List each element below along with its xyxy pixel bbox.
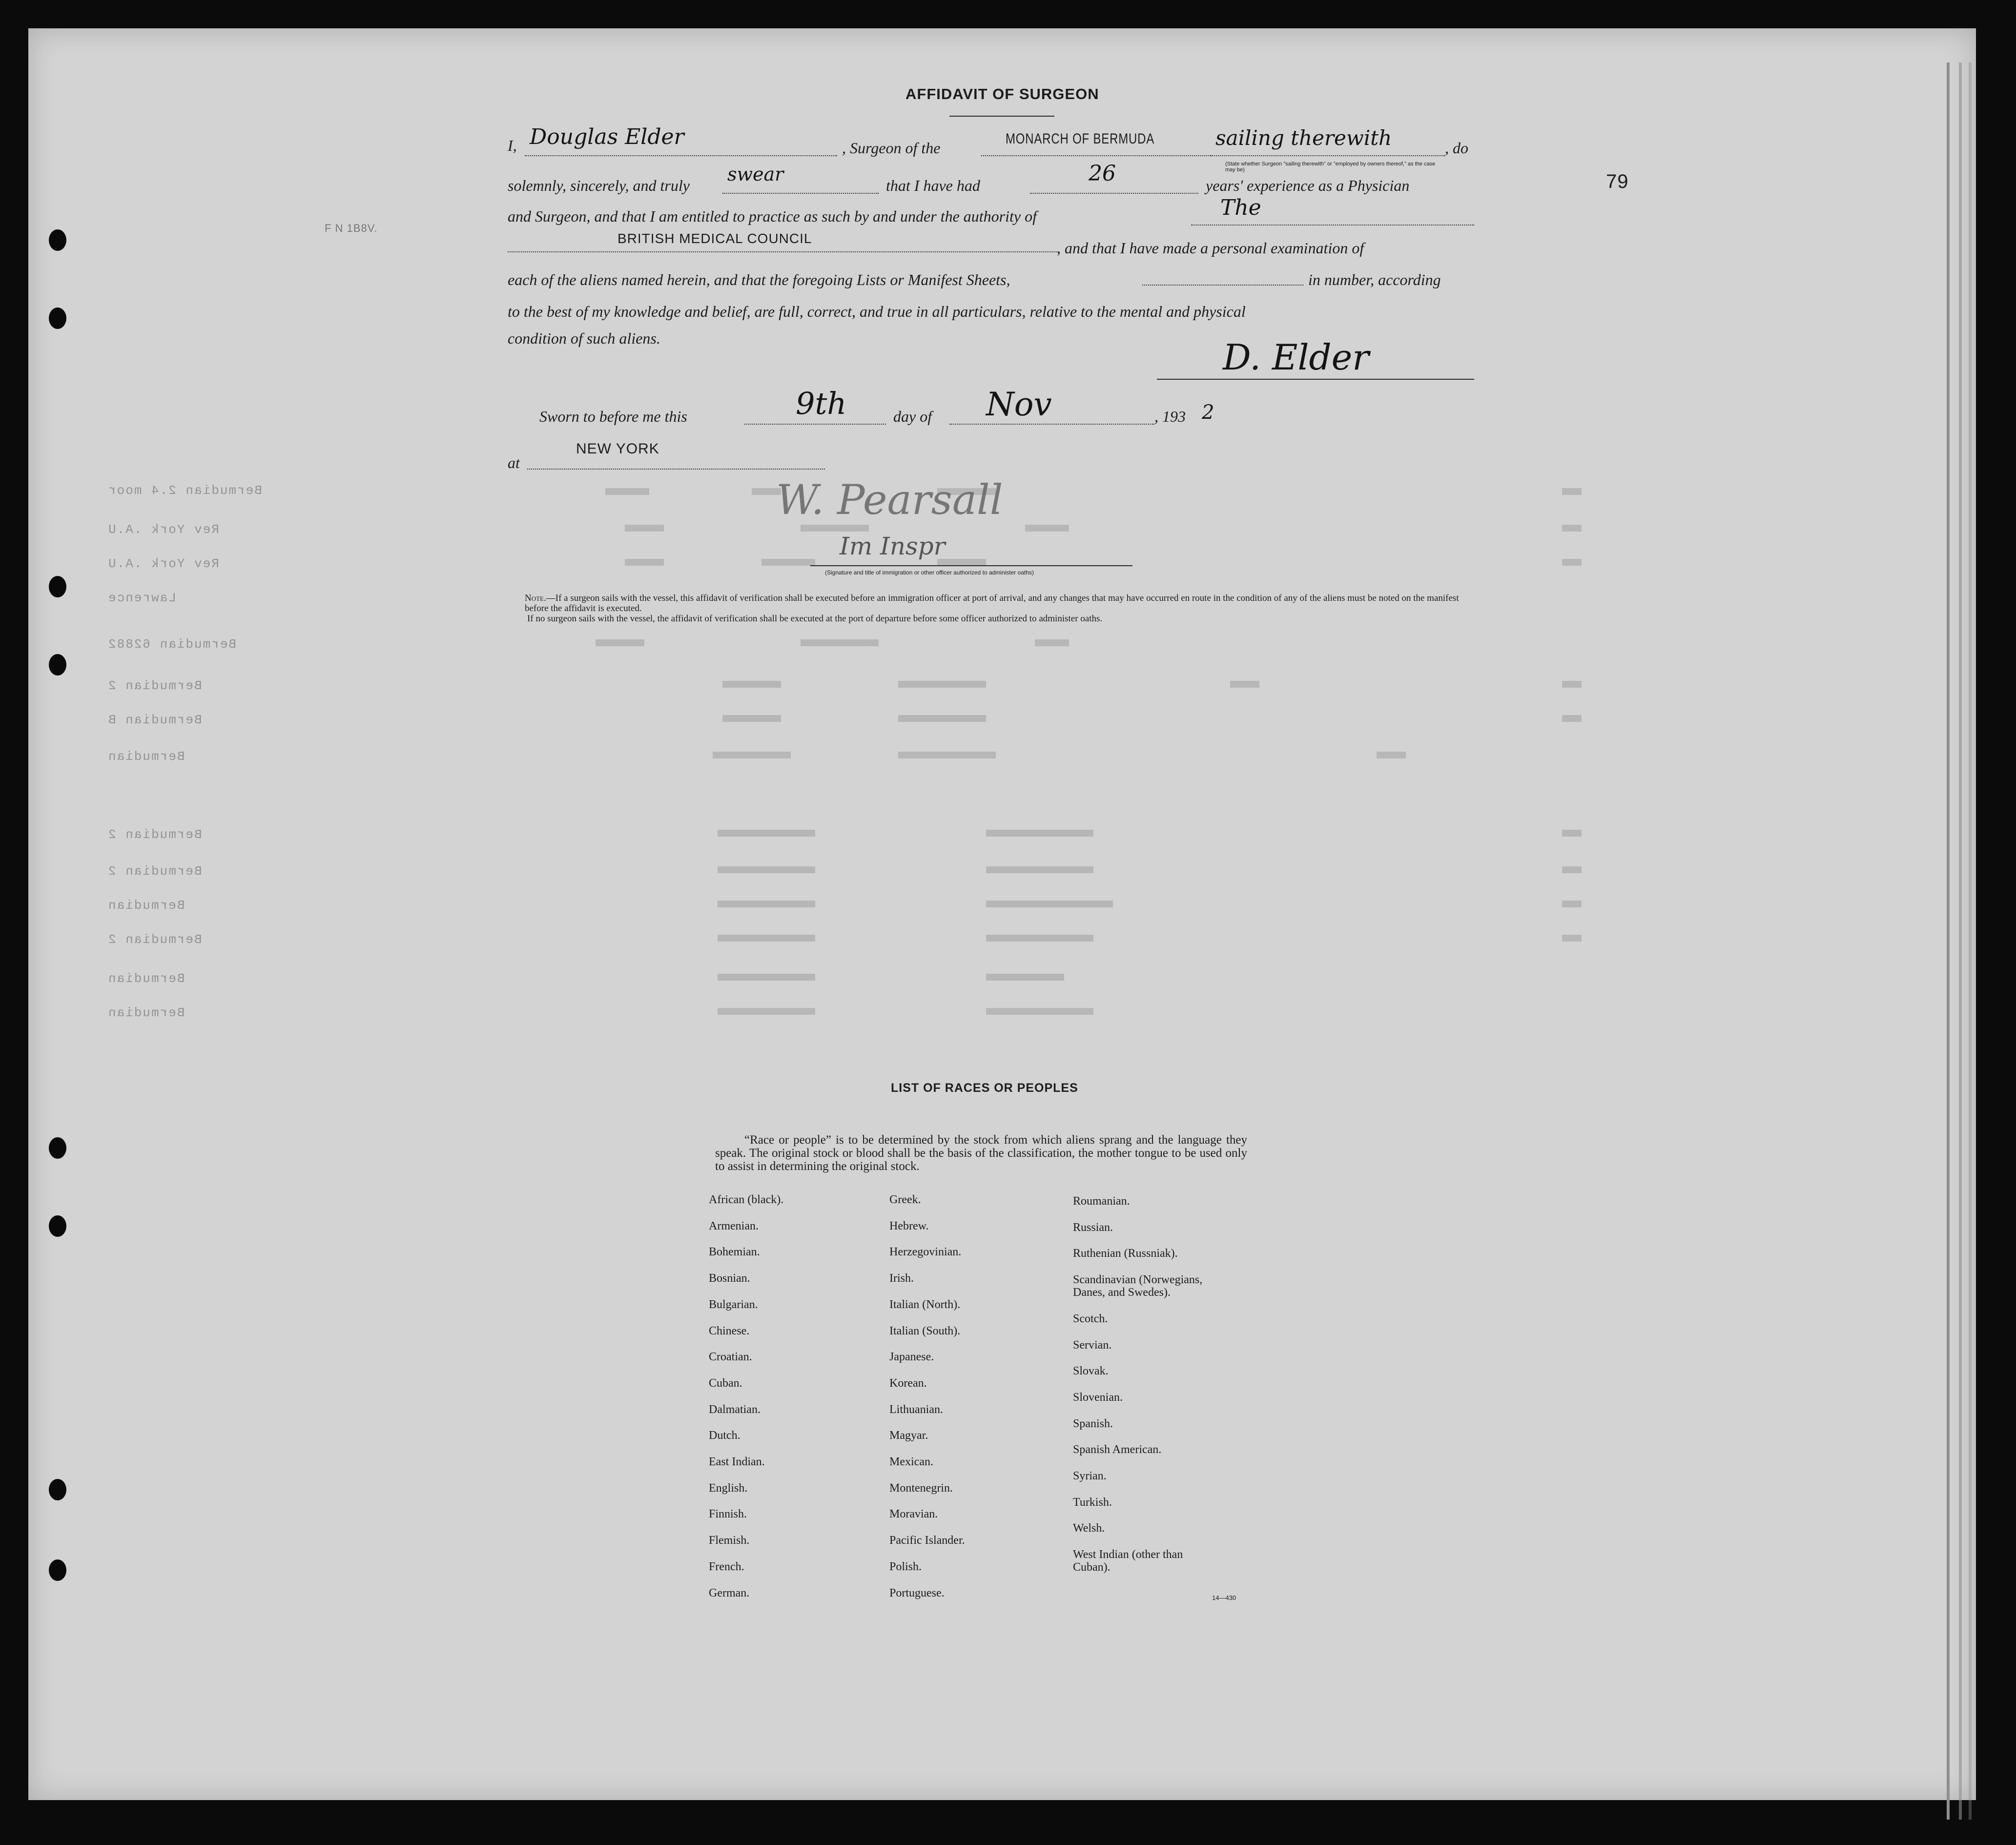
note-label: Note. bbox=[525, 593, 546, 603]
line2-prefix: solemnly, sincerely, and truly bbox=[508, 177, 690, 194]
sworn-mid: day of bbox=[893, 408, 932, 425]
years-experience: 26 bbox=[1089, 161, 1116, 186]
race-item: Italian (North). bbox=[889, 1298, 961, 1311]
sworn-year-digit: 2 bbox=[1202, 401, 1214, 424]
vessel-name: MONARCH OF BERMUDA bbox=[1006, 131, 1155, 147]
status-note: (State whether Surgeon "sailing therewith" or "employed by owners thereof," as the case may be) bbox=[1225, 161, 1436, 173]
ghost-line: Rev York .A.U bbox=[107, 522, 219, 537]
day-line bbox=[744, 424, 886, 425]
title-underline bbox=[949, 116, 1054, 117]
race-item: French. bbox=[709, 1560, 744, 1573]
ghost-line: Bermudian 62882 bbox=[107, 637, 237, 652]
races-title: LIST OF RACES OR PEOPLES bbox=[891, 1081, 1078, 1095]
line6: to the best of my knowledge and belief, are full, correct, and true in all particulars, relative to the mental and physical bbox=[508, 303, 1246, 320]
note-text-1: —If a surgeon sails with the vessel, this affidavit of verification shall be executed before an immigration officer at port of arrival, and any changes that may have occurred en route in the condition of any of the aliens must be noted on the manifest before the affidavit is executed. bbox=[525, 593, 1459, 614]
ghost-line: Bermudian 2 bbox=[107, 678, 202, 693]
surgeon-status: sailing therewith bbox=[1215, 126, 1392, 150]
race-item: Dalmatian. bbox=[709, 1403, 761, 1416]
race-item: East Indian. bbox=[709, 1456, 765, 1468]
race-item: Portuguese. bbox=[889, 1586, 945, 1599]
race-item: Pacific Islander. bbox=[889, 1534, 965, 1547]
ghost-line: Bermudian 2 bbox=[107, 827, 202, 842]
authority-line-2 bbox=[508, 251, 1059, 252]
punch-hole bbox=[49, 1137, 66, 1159]
oath-line bbox=[722, 193, 879, 194]
race-item: Japanese. bbox=[889, 1351, 934, 1364]
race-item: Turkish. bbox=[1073, 1496, 1112, 1509]
line3-text: and Surgeon, and that I am entitled to practice as such by and under the authority of bbox=[508, 207, 1037, 225]
surgeon-of-label: , Surgeon of the bbox=[842, 139, 941, 157]
officer-signature: W. Pearsall bbox=[776, 476, 1003, 524]
officer-line bbox=[810, 565, 1132, 566]
race-item: Danes, and Swedes). bbox=[1073, 1286, 1171, 1299]
at-label: at bbox=[508, 454, 520, 472]
surgeon-name: Douglas Elder bbox=[530, 124, 684, 149]
race-item: Russian. bbox=[1073, 1221, 1113, 1234]
ghost-line: Bermudian 2 bbox=[107, 864, 202, 879]
affidavit-i: I, bbox=[508, 137, 517, 154]
race-item: Welsh. bbox=[1073, 1522, 1105, 1535]
race-item: Dutch. bbox=[709, 1429, 741, 1442]
officer-title: Im Inspr bbox=[840, 532, 946, 560]
ghost-line: Bermudian bbox=[107, 1005, 185, 1020]
race-item: Flemish. bbox=[709, 1534, 750, 1547]
race-item: Scandinavian (Norwegians, bbox=[1073, 1273, 1203, 1287]
signature-line bbox=[1157, 379, 1474, 380]
bleed-through-text bbox=[107, 483, 1694, 1049]
page-edge bbox=[1947, 62, 1950, 1820]
page-edge bbox=[1959, 62, 1962, 1820]
header-stamp: F N 1B8V. bbox=[325, 222, 378, 234]
sworn-prefix: Sworn to before me this bbox=[539, 408, 687, 425]
race-item: Hebrew. bbox=[889, 1219, 929, 1232]
race-item: Syrian. bbox=[1073, 1470, 1107, 1482]
line2-mid: that I have had bbox=[886, 177, 980, 194]
line5-prefix: each of the aliens named herein, and that the foregoing Lists or Manifest Sheets, bbox=[508, 271, 1010, 288]
affidavit-note bbox=[525, 593, 1474, 624]
race-item: Magyar. bbox=[889, 1429, 928, 1442]
punch-hole bbox=[49, 229, 66, 251]
ghost-line: Bermudian 2.4 moor bbox=[107, 483, 262, 498]
authority-name: BRITISH MEDICAL COUNCIL bbox=[617, 231, 812, 246]
ghost-row-marks bbox=[596, 483, 1694, 1049]
authority-hand: The bbox=[1220, 195, 1261, 220]
race-item: Moravian. bbox=[889, 1508, 938, 1521]
race-item: Chinese. bbox=[709, 1324, 750, 1337]
race-item: Bosnian. bbox=[709, 1272, 750, 1285]
punch-hole bbox=[49, 1215, 66, 1237]
line5-suffix: in number, according bbox=[1308, 271, 1441, 288]
punch-hole bbox=[49, 1479, 66, 1500]
sworn-place: NEW YORK bbox=[576, 441, 659, 457]
race-item: Scotch. bbox=[1073, 1312, 1108, 1325]
punch-hole bbox=[49, 576, 66, 597]
race-item: English. bbox=[709, 1481, 748, 1495]
ghost-line: Lawrence bbox=[107, 591, 176, 605]
line4-suffix: , and that I have made a personal examination of bbox=[1057, 239, 1364, 257]
race-item: Polish. bbox=[889, 1560, 922, 1573]
officer-caption: (Signature and title of immigration or other officer authorized to administer oaths) bbox=[825, 569, 1034, 576]
month-line bbox=[949, 424, 1154, 425]
race-item: Bohemian. bbox=[709, 1246, 760, 1259]
years-line bbox=[1030, 193, 1198, 194]
ghost-line: Bermudian B bbox=[107, 713, 202, 727]
race-item: Montenegrin. bbox=[889, 1481, 953, 1495]
race-item: Armenian. bbox=[709, 1219, 759, 1232]
name-line bbox=[525, 155, 837, 156]
race-item: Greek. bbox=[889, 1193, 921, 1206]
oath-word: swear bbox=[727, 164, 784, 185]
race-item: Italian (South). bbox=[889, 1324, 961, 1337]
authority-line-1 bbox=[1191, 225, 1474, 226]
place-line bbox=[527, 469, 825, 470]
page-edge bbox=[1969, 62, 1972, 1820]
status-line bbox=[1211, 155, 1445, 156]
form-number: 14—430 bbox=[1212, 1594, 1236, 1601]
race-item: German. bbox=[709, 1586, 750, 1599]
line1-suffix: , do bbox=[1445, 139, 1468, 157]
race-item: Cuban). bbox=[1073, 1561, 1111, 1574]
line2-suffix: years' experience as a Physician bbox=[1206, 177, 1410, 194]
sworn-month: Nov bbox=[986, 386, 1052, 423]
race-item: Spanish American. bbox=[1073, 1443, 1162, 1456]
ghost-line: Bermudian bbox=[107, 898, 185, 913]
ghost-line: Bermudian bbox=[107, 749, 185, 764]
race-item: Finnish. bbox=[709, 1508, 747, 1521]
page-number: 79 bbox=[1606, 171, 1629, 192]
punch-hole bbox=[49, 1559, 66, 1581]
race-item: Slovenian. bbox=[1073, 1391, 1123, 1404]
race-item: Servian. bbox=[1073, 1338, 1112, 1352]
sheets-count-line bbox=[1142, 285, 1303, 286]
race-item: Lithuanian. bbox=[889, 1403, 943, 1416]
affidavit-title: AFFIDAVIT OF SURGEON bbox=[905, 85, 1099, 102]
race-item: Korean. bbox=[889, 1376, 927, 1390]
race-item: West Indian (other than bbox=[1073, 1548, 1183, 1561]
race-item: Roumanian. bbox=[1073, 1195, 1130, 1208]
vessel-line bbox=[981, 155, 1211, 156]
race-item: Slovak. bbox=[1073, 1365, 1109, 1378]
race-item: African (black). bbox=[709, 1193, 784, 1206]
race-item: Irish. bbox=[889, 1272, 914, 1285]
race-item: Herzegovinian. bbox=[889, 1246, 962, 1259]
surgeon-signature: D. Elder bbox=[1223, 337, 1369, 378]
punch-hole bbox=[49, 308, 66, 329]
ghost-line: Bermudian 2 bbox=[107, 932, 202, 947]
punch-hole bbox=[49, 654, 66, 676]
sworn-day: 9th bbox=[796, 386, 847, 421]
ghost-line: Bermudian bbox=[107, 971, 185, 986]
race-item: Croatian. bbox=[709, 1351, 752, 1364]
races-intro: “Race or people” is to be determined by the stock from which aliens sprang and the language they speak. The original stock or blood shall be the basis of the classification, the mother tongue to be used only to assist in determining the original stock. bbox=[715, 1133, 1247, 1173]
race-item: Mexican. bbox=[889, 1456, 933, 1468]
race-item: Bulgarian. bbox=[709, 1298, 758, 1311]
race-item: Ruthenian (Russniak). bbox=[1073, 1247, 1178, 1260]
line7: condition of such aliens. bbox=[508, 329, 660, 347]
sworn-year-prefix: , 193 bbox=[1154, 408, 1186, 425]
ghost-line: Rev York .A.U bbox=[107, 556, 219, 571]
race-item: Spanish. bbox=[1073, 1417, 1113, 1430]
race-item: Cuban. bbox=[709, 1376, 742, 1390]
note-text-2: If no surgeon sails with the vessel, the affidavit of verification shall be executed at the port of departure before some officer authorized to administer oaths. bbox=[527, 614, 1103, 624]
